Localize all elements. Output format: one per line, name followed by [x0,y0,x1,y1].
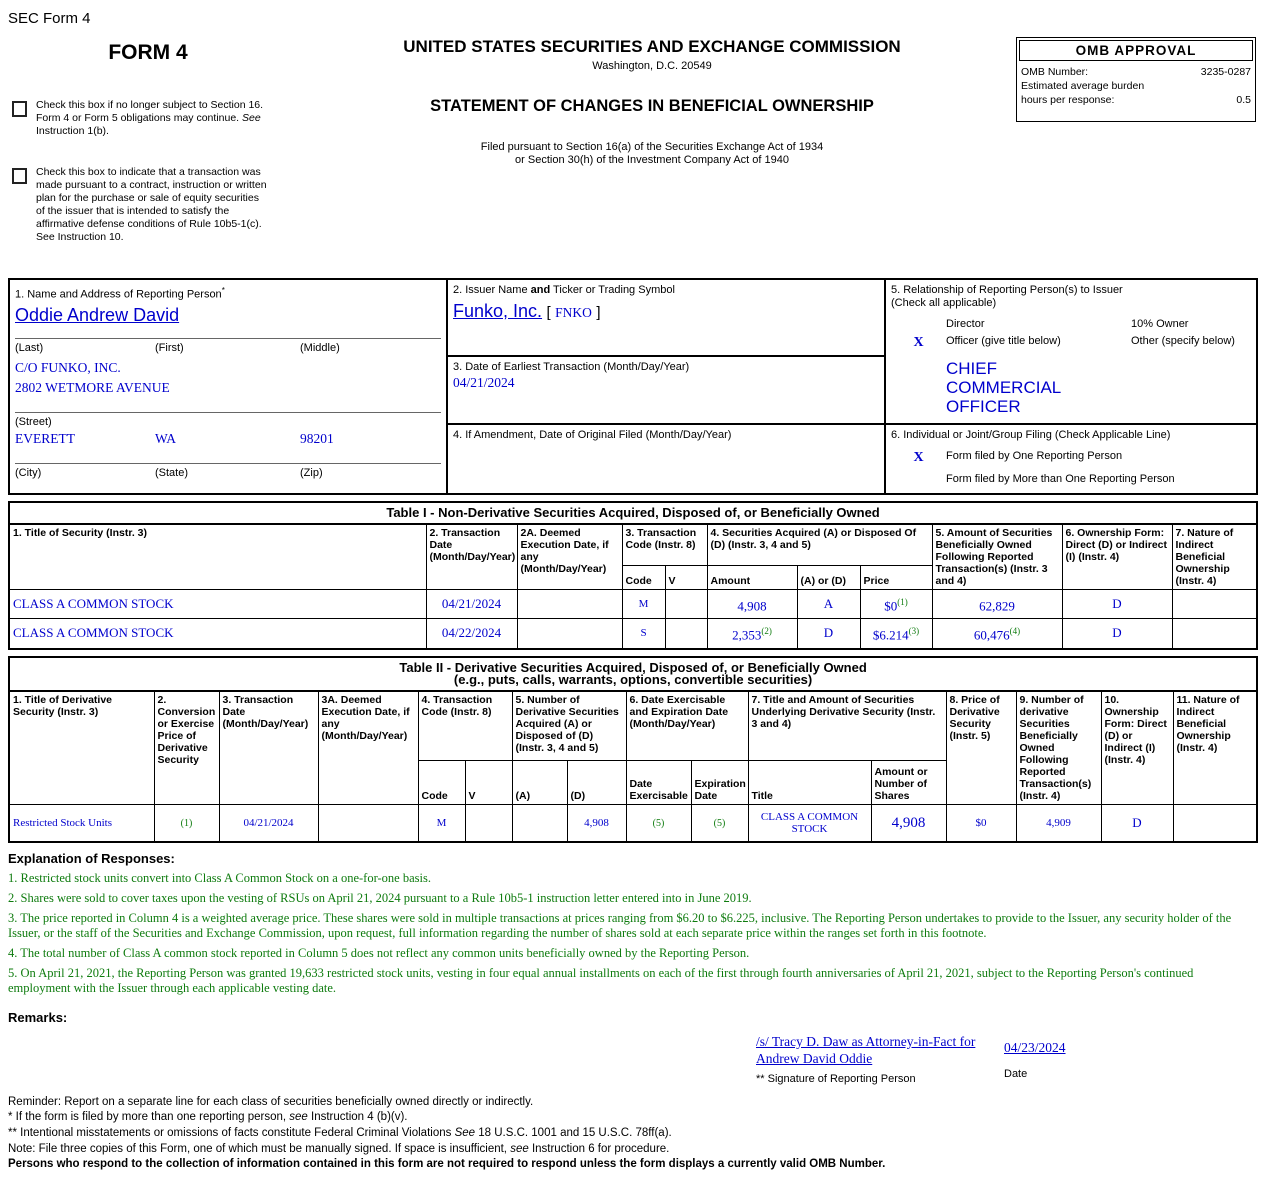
filing-grid [891,450,1251,485]
explanation-heading: Explanation of Responses: [8,850,175,866]
divider [15,463,441,464]
top-center [288,33,1016,272]
issuer-link[interactable]: Funko, Inc. [453,301,543,321]
signature-link[interactable]: /s/ Tracy D. Daw as Attorney-in-Fact for Andrew David Oddie [756,1033,976,1066]
section4-cell [447,424,885,494]
t1r2-v [665,619,707,649]
section1-label: 1. Name and Address of Reporting Person* [15,286,225,301]
t2-col-title-derivative: 1. Title of Derivative Security (Instr. 3) [9,691,154,805]
t1-sub-code: Code [622,566,665,590]
t2-sub-expiration-date: Expiration Date [691,760,748,804]
t2-sub-title: Title [748,760,871,804]
top-header [8,33,1256,272]
t1-sub-v: V [665,566,707,590]
ticker-bracket-close: ] [596,304,601,321]
t1-col-title-of-security: 1. Title of Security (Instr. 3) [9,524,426,590]
t2r1-underlying-title: CLASS A COMMON STOCK [748,804,871,842]
t2r1-expiration-date: (5) [691,804,748,842]
section2-cell [447,279,885,356]
omb-burden-value: 0.5 [1236,94,1251,106]
state-value: WA [155,430,176,446]
section1-cell [9,279,447,494]
officer-x-mark: X [913,335,924,350]
section5-cell [885,279,1257,424]
section16-checkbox[interactable] [12,101,27,117]
section4-label: 4. If Amendment, Date of Original Filed (Month/Day/Year) [453,429,732,441]
omb-number-label: OMB Number: [1021,66,1089,78]
section6-label: 6. Individual or Joint/Group Filing (Check Applicable Line) [891,429,1171,441]
t2-sub-d: (D) [567,760,626,804]
divider [15,338,441,339]
t1-sub-amount: Amount [707,566,797,590]
t2r1-nature [1173,804,1257,842]
t2r1-owned: 4,909 [1016,804,1101,842]
name-labels-row [15,342,441,354]
t2r1-deemed [318,804,418,842]
explanation-item-5: 5. On April 21, 2021, the Reporting Person was granted 19,633 restricted stock units, vesting in four equal annual installments on each of the first through fourth anniversaries of April 21, 2021, subject to the Reporting Person's continued employment with the Issuer through each applicable vesting date. [8,965,1194,995]
commission-city: Washington, D.C. 20549 [592,60,712,72]
street-label: (Street) [15,415,52,428]
footer-omb-notice: Persons who respond to the collection of information contained in this form are not required to respond unless the form displays a currently valid OMB Number. [8,1158,886,1171]
other-option[interactable]: Other (specify below) [1131,335,1235,347]
rule10b5-checkbox[interactable] [12,168,27,184]
t1r1-code: M [622,590,665,619]
footer-notes [8,1095,1256,1173]
t1-sub-a-or-d: (A) or (D) [797,566,860,590]
t1-col-deemed-execution-date: 2A. Deemed Execution Date, if any (Month/Day/Year) [517,524,622,590]
table2-derivative [8,656,1258,843]
t1r1-date: 04/21/2024 [426,590,517,619]
t2r1-date: 04/21/2024 [219,804,318,842]
table1-non-derivative [8,501,1258,650]
t1r1-v [665,590,707,619]
section3-label: 3. Date of Earliest Transaction (Month/Day/Year) [453,361,690,373]
t2-sub-v: V [465,760,512,804]
remarks-heading: Remarks: [8,1009,68,1025]
t2r1-v [465,804,512,842]
signature-date-link[interactable]: 04/23/2024 [1004,1039,1066,1055]
t1r2-price: $6.214$^{(3)}$ [860,619,932,649]
table1-row-1 [9,590,1257,619]
relationship-grid [891,318,1251,351]
first-label: (First) [155,341,184,354]
divider [15,412,441,413]
t1r1-price: $0$^{(1)}$ [860,590,932,619]
ticker-bracket-open: [ [546,304,551,321]
t1r2-form: D [1062,619,1172,649]
address-line1: C/O FUNKO, INC. [15,359,121,375]
city-state-zip-labels [15,467,441,479]
t2-col-nature-indirect: 11. Nature of Indirect Beneficial Ownership (Instr. 4) [1173,691,1257,805]
t2-col-ownership-form: 10. Ownership Form: Direct (D) or Indirect (I) (Instr. 4) [1101,691,1173,805]
earliest-transaction-date: 04/21/2024 [453,375,515,390]
t1r1-deemed [517,590,622,619]
t2-col-number-derivative: 5. Number of Derivative Securities Acquired (A) or Disposed of (D) (Instr. 3, 4 and 5) [512,691,626,761]
t1r1-title: CLASS A COMMON STOCK [9,590,426,619]
section5-label: 5. Relationship of Reporting Person(s) to Issuer (Check all applicable) [891,284,1123,309]
statement-title: STATEMENT OF CHANGES IN BENEFICIAL OWNERSHIP [430,97,874,115]
omb-approval-box [1016,37,1256,122]
t2-col-number-owned: 9. Number of derivative Securities Beneficially Owned Following Reported Transaction(s) (Instr. 4) [1016,691,1101,805]
checkbox-row-rule10b5 [12,166,288,244]
city-value: EVERETT [15,430,75,446]
t1r1-nature [1172,590,1257,619]
filed-pursuant: Filed pursuant to Section 16(a) of the Securities Exchange Act of 1934 or Section 30(h) of the Investment Company Act of 1940 [480,141,824,166]
t2r1-conversion-price: (1) [154,804,219,842]
t2r1-code: M [418,804,465,842]
form-4-title: FORM 4 [108,41,188,64]
officer-title-value: CHIEF COMMERCIAL OFFICER [946,359,1061,416]
t1r1-amount: 4,908 [707,590,797,619]
filed-by-more-option[interactable]: Form filed by More than One Reporting Person [946,473,1175,485]
table1-title: Table I - Non-Derivative Securities Acquired, Disposed of, or Beneficially Owned [9,502,1257,524]
omb-burden-label1: Estimated average burden [1021,80,1145,92]
t2r1-date-exercisable: (5) [626,804,691,842]
t2-col-deemed-execution-date: 3A. Deemed Execution Date, if any (Month/Day/Year) [318,691,418,805]
t1r1-a-or-d: A [797,590,860,619]
director-option[interactable]: Director [946,318,985,330]
footer-reminder: Reminder: Report on a separate line for each class of securities beneficially owned directly or indirectly. [8,1095,534,1108]
address-line2: 2802 WETMORE AVENUE [15,379,170,395]
t1r1-form: D [1062,590,1172,619]
sec-form-label: SEC Form 4 [8,10,91,27]
footer-note: Note: File three copies of this Form, one of which must be manually signed. If space is insufficient, see Instruction 6 for procedure. [8,1142,670,1155]
t1r2-nature [1172,619,1257,649]
signature-date-label: Date [1004,1067,1028,1080]
t2-col-conversion-price: 2. Conversion or Exercise Price of Derivative Security [154,691,219,805]
t2r1-price: $0 [946,804,1016,842]
t1-sub-price: Price [860,566,932,590]
omb-burden-label2: hours per response: [1021,94,1115,106]
top-left [8,33,288,272]
t2-sub-amount-shares: Amount or Number of Shares [871,760,946,804]
signature-block [756,1033,1256,1085]
zip-label: (Zip) [300,466,323,479]
t1r2-deemed [517,619,622,649]
omb-approval-title: OMB APPROVAL [1019,40,1253,61]
explanation-item-4: 4. The total number of Class A common stock reported in Column 5 does not reflect any common units beneficially owned by the Reporting Person. [8,945,750,960]
t2-col-date-exercisable-expiration: 6. Date Exercisable and Expiration Date (Month/Day/Year) [626,691,748,761]
t1r2-date: 04/22/2024 [426,619,517,649]
t2-sub-date-exercisable: Date Exercisable [626,760,691,804]
section6-cell [885,424,1257,494]
t1r2-a-or-d: D [797,619,860,649]
reporting-person-grid [8,278,1258,495]
t2-col-price-derivative: 8. Price of Derivative Security (Instr. 5) [946,691,1016,805]
one-person-x-mark: X [913,450,924,465]
t1r2-title: CLASS A COMMON STOCK [9,619,426,649]
explanation-item-2: 2. Shares were sold to cover taxes upon the vesting of RSUs on April 21, 2024 pursuant to a Rule 10b5-1 instruction letter entered into in June 2019. [8,890,752,905]
t2r1-form: D [1101,804,1173,842]
t1-col-amount-owned: 5. Amount of Securities Beneficially Owned Following Reported Transaction(s) (Instr. 3 and 4) [932,524,1062,590]
t1-col-transaction-date: 2. Transaction Date (Month/Day/Year) [426,524,517,590]
filed-by-one-option[interactable]: Form filed by One Reporting Person [946,450,1123,462]
t2-col-transaction-code: 4. Transaction Code (Instr. 8) [418,691,512,761]
officer-option[interactable]: Officer (give title below) [946,335,1061,347]
t2-sub-a: (A) [512,760,567,804]
commission-title: UNITED STATES SECURITIES AND EXCHANGE COMMISSION [403,37,901,56]
table1-row-2 [9,619,1257,649]
last-label: (Last) [15,341,44,354]
t1r2-code: S [622,619,665,649]
footer-single-star: * If the form is filed by more than one reporting person, see Instruction 4 (b)(v). [8,1111,408,1124]
t2-sub-code: Code [418,760,465,804]
t1r2-owned: 60,476$^{(4)}$ [932,619,1062,649]
city-label: (City) [15,466,42,479]
t2r1-amount-shares: 4,908 [871,804,946,842]
t1-col-ownership-form: 6. Ownership Form: Direct (D) or Indirect (I) (Instr. 4) [1062,524,1172,590]
section16-checkbox-label: Check this box if no longer subject to Section 16. Form 4 or Form 5 obligations may continue. See Instruction 1(b). [36,99,264,137]
zip-value: 98201 [300,430,334,446]
t2r1-title: Restricted Stock Units [9,804,154,842]
explanation-item-1: 1. Restricted stock units convert into Class A Common Stock on a one-for-one basis. [8,870,431,885]
t2-col-title-amount-underlying: 7. Title and Amount of Securities Underlying Derivative Security (Instr. 3 and 4) [748,691,946,761]
t1-col-nature-indirect: 7. Nature of Indirect Beneficial Ownership (Instr. 4) [1172,524,1257,590]
omb-number-value: 3235-0287 [1200,66,1251,78]
omb-approval-body [1019,61,1253,119]
rule10b5-checkbox-label: Check this box to indicate that a transaction was made pursuant to a contract, instruction or written plan for the purchase or sale of equity securities of the issuer that is intended to satisfy the affirmative defense conditions of Rule 10b5-1(c). See Instruction 10. [36,166,267,243]
section2-label: 2. Issuer Name and Ticker or Trading Symbol [453,284,675,296]
reporting-person-link[interactable]: Oddie Andrew David [15,304,180,325]
ticker-symbol: FNKO [555,305,592,320]
table2-title: Table II - Derivative Securities Acquired, Disposed of, or Beneficially Owned (e.g., puts, calls, warrants, options, convertible securities) [9,657,1257,691]
t1-col-transaction-code: 3. Transaction Code (Instr. 8) [622,524,707,566]
ten-percent-owner-option[interactable]: 10% Owner [1131,318,1189,330]
section3-cell [447,356,885,424]
city-state-zip-row [15,431,441,447]
explanation-item-3: 3. The price reported in Column 4 is a weighted average price. These shares were sold in multiple transactions at prices ranging from $6.20 to $6.225, inclusive. The Reporting Person undertakes to provide to the Issuer, any security holder of the Issuer, or the staff of the Securities and Exchange Commission, upon request, full information regarding the number of shares sold at each separate price within the ranges set forth in this footnote. [8,910,1232,940]
t1r1-owned: 62,829 [932,590,1062,619]
checkbox-row-section16 [12,99,288,138]
footer-double-star: ** Intentional misstatements or omissions of facts constitute Federal Criminal Violations See 18 U.S.C. 1001 and 15 U.S.C. 78ff(a). [8,1127,672,1140]
t2r1-d: 4,908 [567,804,626,842]
middle-label: (Middle) [300,341,340,354]
signature-label: ** Signature of Reporting Person [756,1072,916,1085]
top-right [1016,33,1256,272]
t2-col-transaction-date: 3. Transaction Date (Month/Day/Year) [219,691,318,805]
table2-row-1 [9,804,1257,842]
t2r1-a [512,804,567,842]
t1r2-amount: 2,353$^{(2)}$ [707,619,797,649]
t1-col-securities-acquired: 4. Securities Acquired (A) or Disposed Of (D) (Instr. 3, 4 and 5) [707,524,932,566]
state-label: (State) [155,466,189,479]
